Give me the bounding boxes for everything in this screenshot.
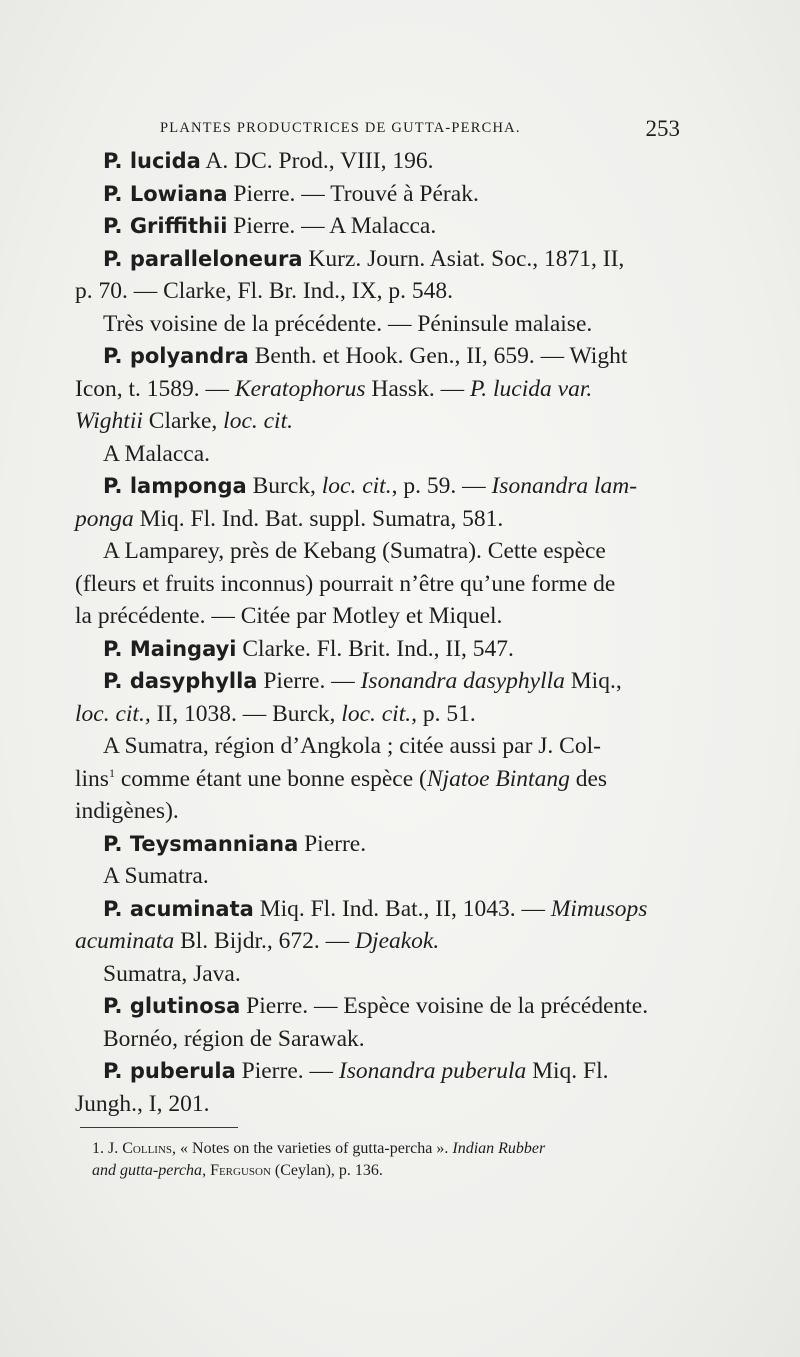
species-name: P. glutinosa [103,994,241,1018]
italic-text: ponga [75,505,134,532]
italic-text: Indian Rubber [452,1140,546,1157]
text-span: (Ceylan), p. 136. [270,1162,383,1179]
italic-text: loc. cit., [341,700,417,727]
entry-text: Pierre. [298,830,367,857]
italic-text: loc. cit. [223,408,293,434]
species-name: P. Maingayi [103,636,237,661]
text-line: Jungh., I, 201. [75,1090,210,1117]
text-line: Sumatra, Java. [103,960,241,987]
italic-text: Njatoe Bintang [426,765,570,792]
text-span: , « Notes on the varieties of gutta-percha ». [172,1140,453,1157]
text-span: Miq. Fl. Ind. Bat. suppl. Sumatra, 581. [133,505,504,532]
entry-acuminata [75,893,675,926]
text-line: A Malacca. [103,440,211,467]
text-span: Miq., [564,668,622,694]
text-span: , [202,1162,211,1179]
text-span: Clarke, [142,408,224,434]
species-name: P. Lowiana [103,181,228,206]
text-span: Miq. Fl. [526,1058,609,1084]
text-line: indigènes). [75,798,179,824]
italic-text: and gutta-percha [92,1162,203,1179]
italic-text: loc. cit., [75,700,151,727]
text-span: Icon, t. 1589. — [75,375,235,402]
running-title: PLANTES PRODUCTRICES DE GUTTA-PERCHA. [160,120,521,136]
footnote-author: Collins [122,1140,173,1157]
entry-dasyphylla [75,665,675,698]
entry-teysmanniana [75,828,675,861]
italic-text: loc. cit. [321,473,392,499]
text-span: comme étant une bonne espèce ( [114,765,427,792]
entry-puberula [75,1055,675,1088]
entry-lowiana [75,178,675,211]
footnote-publisher: Ferguson [210,1162,271,1179]
entry-griffithii [75,210,675,243]
entry-text: Kurz. Journ. Asiat. Soc., 1871, II, [302,245,625,272]
text-line [75,698,675,731]
entry-text: A. DC. Prod., VIII, 196. [200,148,434,174]
text-line: A Sumatra, région d’Angkola ; citée aussi par J. Col- [103,733,601,759]
entry-text: Clarke. Fl. Brit. Ind., II, 547. [236,635,514,662]
text-line [75,405,675,438]
species-name: P. paralleloneura [103,246,303,271]
text-line [75,373,675,406]
italic-text: Isonandra dasyphylla [360,668,565,694]
species-name: P. dasyphylla [103,669,258,693]
text-line: A Sumatra. [103,863,209,889]
entry-maingayi [75,633,675,666]
text-line [75,925,675,958]
text-line: (fleurs et fruits inconnus) pourrait n’être qu’une forme de [75,570,616,597]
page-number: 253 [645,116,680,141]
italic-text: Mimusops [550,895,648,922]
species-name: P. Teysmanniana [103,831,299,856]
italic-text: acuminata [75,928,175,954]
entry-lucida [75,145,675,178]
species-name: P. Griffithii [103,214,228,238]
text-line: p. 70. — Clarke, Fl. Br. Ind., IX, p. 548. [75,278,453,304]
species-name: P. lamponga [103,474,247,498]
text-span: Bl. Bijdr., 672. — [174,928,356,954]
entry-lamponga [75,470,675,503]
text-line [75,503,675,536]
text-line: A Lamparey, près de Kebang (Sumatra). Cette espèce [103,538,606,564]
footnote [92,1138,682,1182]
italic-text: P. lucida var. [469,375,593,402]
footnote-line [92,1138,682,1160]
text-span: Pierre. — [257,668,361,694]
text-span: Pierre. — [235,1058,339,1084]
footnote-number: 1. J. [92,1140,123,1157]
text-span: p. 51. [417,700,476,727]
footnote-rule [80,1127,238,1128]
entry-paralleloneura [75,243,675,276]
species-name: P. polyandra [103,344,249,368]
text-line [75,763,675,796]
text-span: II, 1038. — Burck, [150,700,342,727]
entry-text: Pierre. — Trouvé à Pérak. [227,180,479,207]
italic-text: Keratophorus [234,375,366,402]
text-span: lins [75,765,109,792]
page-header [160,116,680,142]
italic-text: Djeakok. [355,928,440,954]
entry-glutinosa [75,990,675,1023]
footnote-line [92,1160,682,1182]
text-span: Burck, [246,473,322,499]
main-text [75,145,675,1120]
italic-text: Isonandra puberula [338,1058,527,1084]
text-span: Hassk. — [365,375,470,402]
footnote-marker: 1 [108,765,115,780]
species-name: P. puberula [103,1059,236,1083]
text-line: Très voisine de la précédente. — Péninsule malaise. [103,310,593,337]
text-line: la précédente. — Citée par Motley et Miquel. [75,603,503,629]
entry-polyandra [75,340,675,373]
entry-text: Pierre. — Espèce voisine de la précédente. [240,993,649,1019]
species-name: P. lucida [103,149,201,173]
text-span: , p. 59. — [391,473,492,499]
text-line: Bornéo, région de Sarawak. [103,1025,365,1052]
entry-text: Benth. et Hook. Gen., II, 659. — Wight [248,343,628,369]
species-name: P. acuminata [103,896,254,921]
text-span: Miq. Fl. Ind. Bat., II, 1043. — [253,895,551,922]
entry-text: Pierre. — A Malacca. [227,213,437,239]
italic-text: Wightii [75,408,143,434]
italic-text: Isonandra lam- [491,473,638,499]
text-span: des [569,765,608,792]
